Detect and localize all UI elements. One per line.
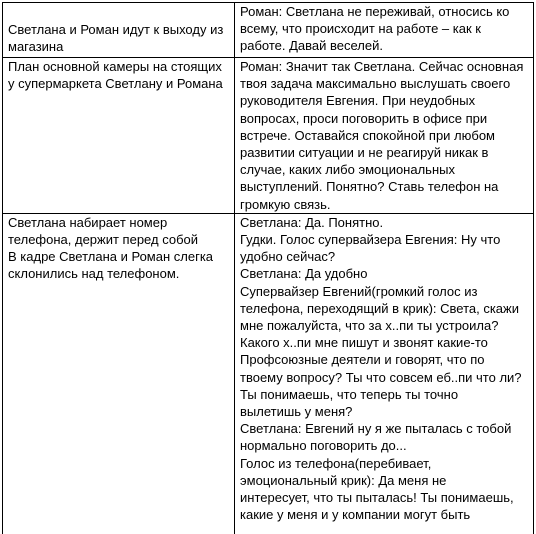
script-row — [3, 3, 534, 58]
text-line: Голос из телефона(перебивает, — [240, 455, 432, 471]
text-line: руководителя Евгения. При неудобных — [240, 93, 476, 109]
text-line: работе. Давай веселей. — [240, 38, 383, 54]
text-line: Светлана и Роман идут к выходу из — [8, 21, 224, 37]
text-line: План основной камеры на стоящих — [8, 59, 222, 74]
script-row — [3, 58, 534, 214]
text-line: Светлана набирает номер — [8, 214, 168, 230]
scene-description-cell — [3, 213, 235, 534]
text-line: встрече. Оставайся спокойной при любом — [240, 127, 495, 143]
dialogue-cell — [235, 213, 534, 534]
text-line: Светлана: Да удобно — [240, 266, 368, 282]
text-line: Профсоюзные деятели и говорят, что по — [240, 352, 485, 368]
text-line: магазина — [8, 38, 64, 54]
text-line: интересует, что ты пыталась! Ты понимаешь, — [240, 490, 514, 506]
scene-description-cell — [3, 58, 235, 214]
text-line: твоему вопросу? Ты что совсем еб..пи что ли? — [240, 369, 522, 385]
text-line: какие у меня и у компании могут быть — [240, 507, 471, 523]
text-line: Роман: Значит так Светлана. Сейчас основная — [240, 59, 524, 74]
text-line: Какого х..пи мне пишут и звонят какие-то — [240, 335, 488, 351]
text-line: вопросах, проси поговорить в офисе при — [240, 110, 488, 126]
text-line: Светлана: Да. Понятно. — [240, 214, 384, 230]
text-line: Супервайзер Евгений(громкий голос из — [240, 283, 478, 299]
text-line: телефона, переходящий в крик): Света, скажи — [240, 300, 519, 316]
text-line: телефона, держит перед собой — [8, 232, 199, 248]
text-line: удобно сейчас? — [240, 249, 336, 265]
text-line: у супермаркета Светлану и Романа — [8, 76, 223, 92]
text-line: выступлений. Понятно? Ставь телефон на — [240, 179, 499, 195]
text-line: эмоциональный крик): Да меня не — [240, 472, 447, 488]
text-line: случае, каких либо эмоциональных — [240, 162, 455, 178]
text-line: склонились над телефоном. — [8, 266, 180, 282]
scene-description-cell — [3, 3, 235, 58]
script-table — [2, 2, 534, 534]
text-line: Роман: Светлана не переживай, относись ко — [240, 4, 510, 19]
dialogue-cell — [235, 3, 534, 58]
text-line: развитии ситуации и не реагируй никак в — [240, 145, 489, 161]
script-row — [3, 213, 534, 534]
text-line: Светлана: Евгений ну я же пыталась с тобой — [240, 421, 512, 437]
text-line: В кадре Светлана и Роман слегка — [8, 249, 214, 265]
text-line: вылетишь у меня? — [240, 404, 353, 420]
text-line: твоя задача максимально выслушать своего — [240, 76, 511, 92]
text-line: всему, что происходит на работе – как к — [240, 21, 481, 37]
text-line: Гудки. Голос супервайзера Евгения: Ну что — [240, 232, 501, 248]
text-line: мне пожалуйста, что за х..пи ты устроила? — [240, 318, 499, 334]
text-line: Ты понимаешь, что теперь ты точно — [240, 386, 459, 402]
text-line: нормально поговорить до... — [240, 438, 407, 454]
dialogue-cell — [235, 58, 534, 214]
text-line: громкую связь. — [240, 196, 331, 212]
